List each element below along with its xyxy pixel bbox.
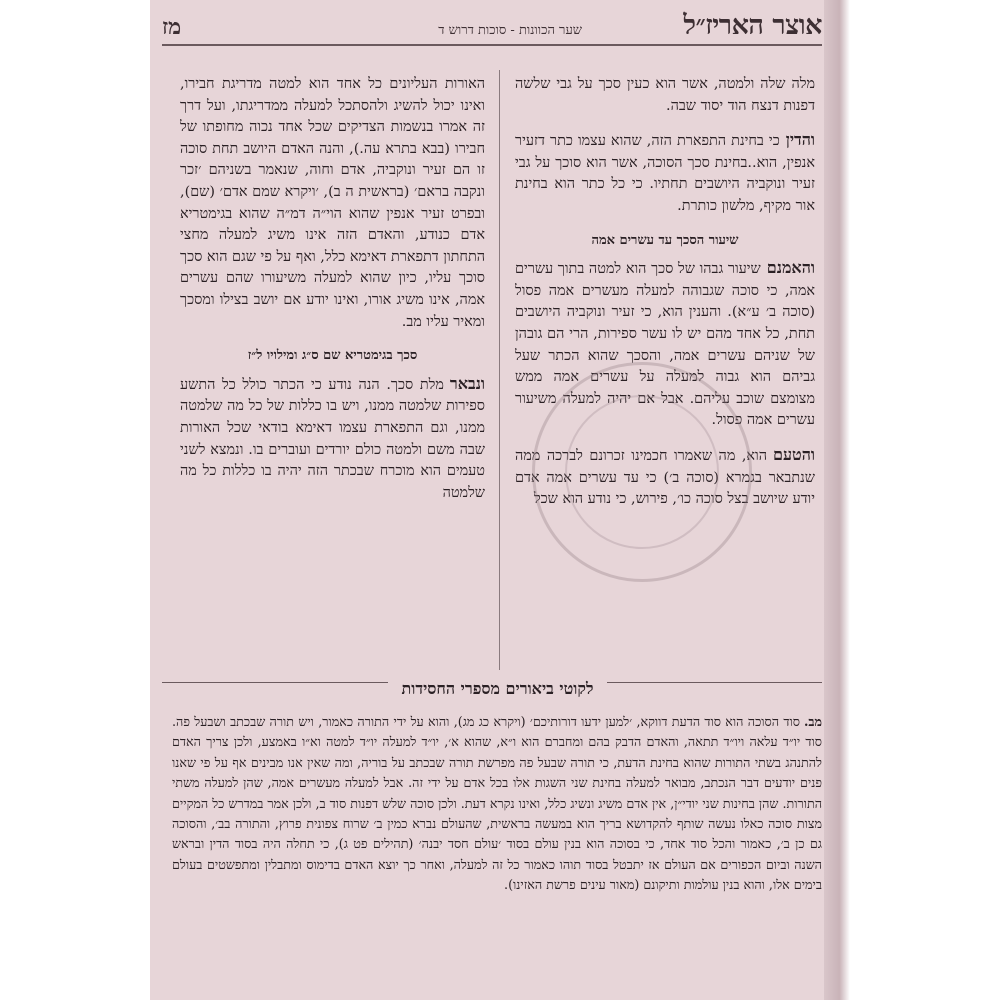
lead-word: ונבאר [449,373,485,393]
book-title: אוצר האריז״ל [683,10,822,41]
seal-inner-ring [565,395,719,549]
footnote-block [172,712,822,990]
paragraph-text: מלת סכך. הנה נודע כי הכתר כולל כל התשע ספירות שלמטה ממנו, ויש בו כללות של כל מה שלמטה ממנו, וגם התפארת עצמו דאימא בודאי שכל האורות שבה משם ולמטה כולם יורדים ועוברים בו. ונמצא לשני טעמים הוא מוכרח שבכתר הזה יהיה בו כללות כל מה שלמטה [180,376,485,501]
paragraph-text: הוא, מה שאמרו חכמינו זכרונם לברכה ממה שנתבאר בגמרא (סוכה ב׳) כי עד עשרים אמה אדם יודע שיושב בצל סוכה כו׳, פירוש, כי נודע הוא שכל [515,447,815,508]
section-subheading: סכך בגימטריא שם ס״ג ומילויו ל״ז [247,348,418,364]
footnote-marker: מב. [803,714,822,729]
book-spine-shadow [824,0,850,1000]
lead-word: והאמנם [766,258,815,278]
footer-heading-text: לקוטי ביאורים מספרי החסידות [388,679,608,698]
lead-word: והדין [785,130,815,150]
store-watermark-seal [532,362,752,582]
section-subheading: שיעור הסכך עד עשרים אמה [591,232,739,248]
book-page [150,0,845,1000]
page-number: מז [162,14,182,40]
footnote-text: סוד הסוכה הוא סוד הדעת דווקא, ׳למען ידעו דורותיכם׳ (ויקרא כג מג), והוא על ידי התורה כאמור, ויש תורה שבכתב ושבעל פה. סוד יו״ד עלאה ויו״ד תתאה, והאדם הדבק בהם ומחברם הוא ו״א, שהוא א׳, יו״ד למעלה יו״ד למטה וא״ו באמצע, ולכן צריך האדם להתנהג בשתי התורות שהוא בחינת הדעת, כי תורה שבעל פה מפרשת תורה שבכתב על בוריה, ומה שאין אנו מבינים אף על פי שאנו פנים יודעים דבר הנכתב, מבואר למעלה בחינת שני השגות אלו בכל אדם על ידי זה. אבל למעלה מעשרים אמה, שהן למעלה משתי התורות. שהן בחינות שני יודי״ן, אין אדם משיג ונשיג כלל, ואינו נקרא דעת. ולכן סוכה שלש דפנות סוד ב, ולכן אמר במדרש כל המקיים מצות סוכה כאלו נעשה שותף להקדושא בריך הוא במעשה בראשית, שהעולם נברא כמין ב׳ שרוח צפונית פרוץ, והתורה בב׳, והסוכה גם כן ב׳, כאמור והכל סוד אחד, כי בסוכה הוא בנין עולם בסוד ׳עולם חסד יבנה׳ (תהילים פט ג), כי תחלה היה בסוד הדין ובראש השנה וביום הכפורים אם העולם אז יתבטל בסוד תוהו כאמור כל זה למעלה, ואחר כך יוצא האדם בדימוס ומתבלין ומתפשטים בעולם בימים אלו, והוא בנין עולמות ותיקונם (מאור עינים פרשת האזינו). [172,714,822,893]
column-divider [499,70,500,670]
paragraph [180,373,485,505]
paragraph-text: כי בחינת התפארת הזה, שהוא עצמו כתר דזעיר אנפין, הוא..בחינת סכך הסוכה, אשר הוא סוכך על גבי זעיר ונוקביה היושבים תחתיו. כי כל כתר הוא בחינת אור מקיף, מלשון כותרת. [515,133,815,214]
left-text-column [180,74,485,654]
paragraph: מלה שלה ולמטה, אשר הוא כעין סכך על גבי שלשה דפנות דנצח הוד יסוד שבה. [515,76,815,114]
footer-heading [150,679,845,699]
section-title: שער הכוונות - סוכות דרוש ד [438,23,582,38]
paragraph-text: שיעור גבהו של סכך הוא למטה בתוך עשרים אמה, כי סוכה שגבוהה למעלה מעשרים אמה פסול (סוכה ב׳ ע״א). והענין הוא, כי זעיר ונוקביה היושבים תחת, כל אחד מהם יש לו עשר ספירות, הרי הם גובהן של שניהם עשרים אמה, והסכך שהוא הכתר שעל גביהם הוא גבוה למעלה על עשרים אמה ממש מצומצם שוכב עליהם. אבל אם יהיה למעלה משיעור עשרים אמה פסול. [515,261,815,429]
paragraph: האורות העליונים כל אחד הוא למטה מדריגת חבירו, ואינו יכול להשיג ולהסתכל למעלה ממדריגתו, ועל דרך זה אמרו בנשמות הצדיקים שכל אחד נכוה מחופתו של חבירו (בבא בתרא עה.), והנה האדם היושב תחת סוכה זו הם זעיר ונוקביה, אדם וחוה, שנאמר בשניהם ׳זכר ונקבה בראם׳ (בראשית ה ב), ׳ויקרא שמם אדם׳ (שם), ובפרט זעיר אנפין שהוא הוי״ה דמ״ה שהוא בגימטריא אדם כנודע, והאדם הזה אינו משיג למעלה מחצי התחתון דתפארת דאימא כלל, ואף על פי שגם הוא סכך סוכך עליו, כיון שהוא למעלה משיעורו שהם עשרים אמה, אינו משיג אורו, ואינו יודע אם יושב בצילו ומסכך ומאיר עליו מב. [180,76,485,330]
page-header [162,8,822,48]
lead-word: והטעם [773,444,815,464]
paragraph [515,129,815,217]
header-divider [162,44,822,46]
